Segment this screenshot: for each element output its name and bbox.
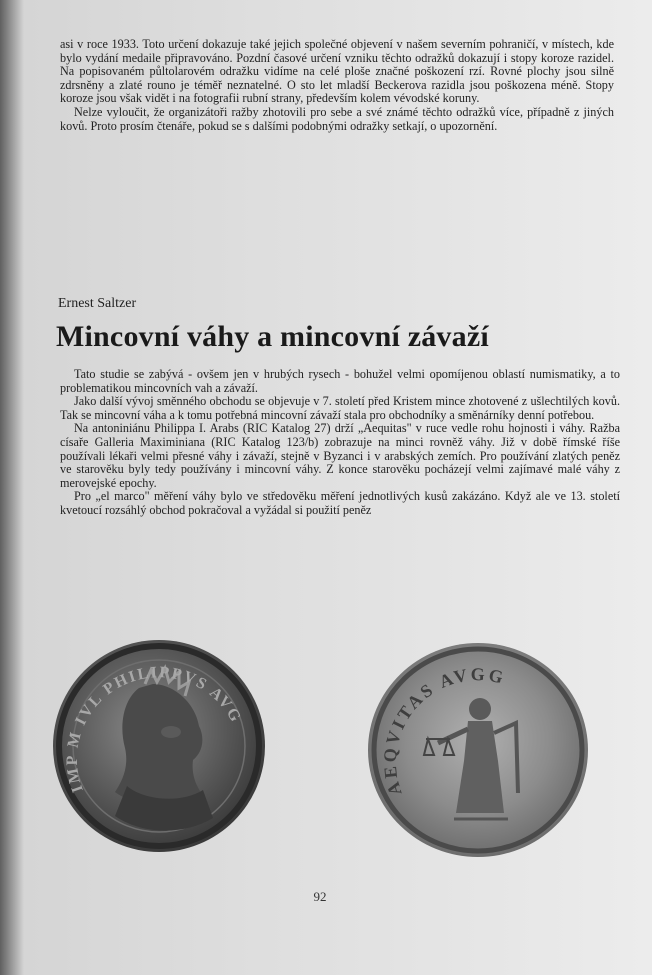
paragraph: Jako další vývoj směnného obchodu se objevuje v 7. století před Kristem mince zhotovené z ušlechtilých kovů. Tak se mincovní váha a k tomu potřebná mincovní závaží stala pro obchodníky a směnárníky denní potřebou.: [60, 394, 620, 422]
paragraph: Pro „el marco" měření váhy bylo ve středověku měření jednotlivých kusů zakázáno. Když ale ve 13. století kvetoucí rozsáhlý obchod pokračoval a vyžádal si použití peněz: [60, 489, 620, 517]
coin-obverse-photo: [53, 640, 265, 852]
svg-text:AEQVITAS AVGG: AEQVITAS AVGG: [379, 664, 508, 798]
article-author: Ernest Saltzer: [58, 296, 137, 311]
page-number: 92: [313, 889, 327, 904]
article-body: [60, 368, 620, 518]
coin-reverse-photo: [368, 643, 588, 857]
paragraph: asi v roce 1933. Toto určení dokazuje také jejich společné objevení v našem severním pohraničí, v místech, kde bylo vydání medaile připravováno. Pozdní časové určení vzniku těchto odražků dokazují i stopy koroze razidel. Na popisovaném půltolarovém odražku vidíme na celé ploše značné poškození rzí. Rovné plochy jsou silně zdrsněny a zlaté rouno je téměř neznatelné. O sto let mladší Beckerova razidla jsou poškozena méně. Stopy koroze jsou však vidět i na fotografii rubní strany, především kolem vévodské koruny.: [60, 37, 614, 106]
paragraph: Na antoniniánu Philippa I. Arabs (RIC Katalog 27) drží „Aequitas" v ruce vedle rohu hojnosti i váhy. Ražba císaře Galleria Maximiniana (RIC Katalog 123/b) zobrazuje na minci rovněž váhy. Již v době římské říše používali lékaři velmi přesné váhy i závaží, stejně v Byzanci i v arabských zemích. Pro používání zlatých peněz ve starověku byly tedy používány i mincovní váhy. Z konce starověku pocházejí velmi zajímavé malé váhy z merovejské epochy.: [60, 421, 620, 490]
svg-text:IMP M IVL PHILIPPVS AVG: IMP M IVL PHILIPPVS AVG: [63, 664, 245, 795]
paragraph: Nelze vyloučit, že organizátoři ražby zhotovili pro sebe a své známé těchto odražků více, případně z jiných kovů. Proto prosím čtenáře, pokud se s dalšími podobnými odražky setkají, o upozornění.: [60, 104, 614, 133]
page-edge-shadow: [0, 0, 24, 975]
article-title: Mincovní váhy a mincovní závaží: [56, 320, 489, 353]
previous-article-text: [60, 38, 614, 133]
coin-legend-reverse: [368, 643, 588, 857]
coin-legend-obverse: [53, 640, 265, 852]
paragraph: Tato studie se zabývá - ovšem jen v hrubých rysech - bohužel velmi opomíjenou oblastí numismatiky, a to problematikou mincovních vah a závaží.: [60, 367, 620, 395]
